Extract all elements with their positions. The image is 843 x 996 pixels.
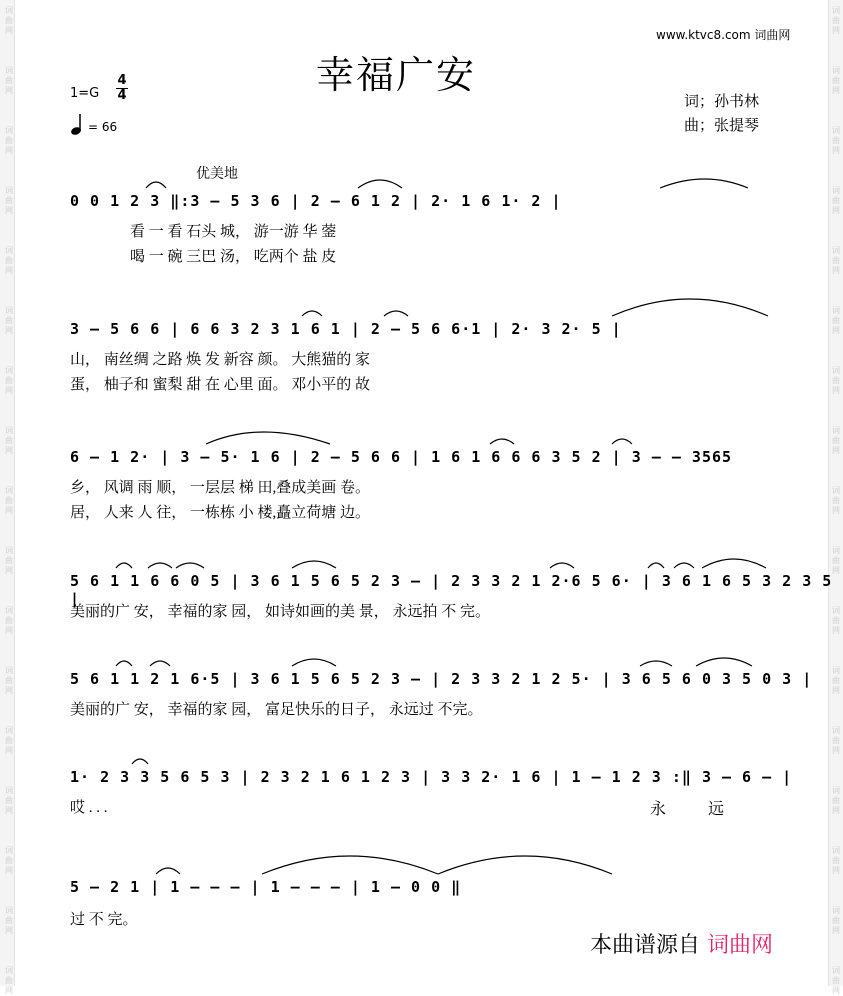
slur-arc [648,563,664,568]
watermark-glyph: 词 曲 网 [5,246,13,275]
slur-arc [358,180,402,188]
watermark-glyph: 词 曲 网 [5,6,13,35]
watermark-glyph: 词 曲 网 [832,246,840,275]
slur-arc [612,299,768,316]
watermark-glyph: 词 曲 网 [832,66,840,95]
watermark-glyph: 词 曲 网 [832,426,840,455]
slur-arc [438,856,612,874]
lyric-row-3-verse-1: 乡， 风调 雨 顺， 一层层 梯 田,叠成美画 卷。 [70,480,371,496]
lyric-row-1-verse-2: 喝 一 碗 三巴 汤， 吃两个 盐 皮 [130,249,337,265]
lyric-row-6: 哎 . . . [70,800,108,816]
lyric-tail-word-1: 永 [650,799,667,818]
site-name[interactable]: 词曲网 [754,28,791,42]
lyric-row-3-verse-2: 居， 人来 人 往， 一栋栋 小 楼,矗立荷塘 边。 [70,505,371,521]
slur-arc [490,439,514,444]
lyric-row-4: 美丽的广 安， 幸福的家 园， 如诗如画的美 景， 永远拍 不 完。 [70,604,491,620]
source-site-link[interactable]: 词曲网 [707,933,774,958]
watermark-glyph: 词 曲 网 [5,906,13,935]
slur-arc [292,659,336,666]
watermark-glyph: 词 曲 网 [5,66,13,95]
site-url[interactable]: www.ktvc8.com [656,28,751,42]
slur-arc [612,439,632,444]
watermark-glyph: 词 曲 网 [832,366,840,395]
slur-arc [146,182,166,188]
slur-arc [132,759,148,764]
slur-arc [550,563,574,568]
watermark-glyph: 词 曲 网 [5,426,13,455]
notation-row-4: 5 6 1 1 6 6 0 5 | 3 6 1 5 6 5 2 3 – | 2 3 3 2 1 2·6 5 6· | 3 6 1 6 5 3 2 3 5 | [70,572,833,608]
slur-arc [640,661,672,666]
lyric-row-2-verse-1: 山， 南丝绸 之路 焕 发 新容 颜。 大熊猫的 家 [70,352,371,368]
watermark-glyph: 词 曲 网 [5,606,13,635]
notation-row-1: 0 0 1 2 3 ‖:3 – 5 3 6 | 2 – 6 1 2 | 2· 1 6 1· 2 | [70,192,562,210]
watermark-glyph: 词 曲 网 [832,726,840,755]
watermark-glyph: 词 曲 网 [832,546,840,575]
notation-row-3: 6 – 1 2· | 3 – 5· 1 6 | 2 – 5 6 6 | 1 6 1 6 6 6 3 5 2 | 3 – – 3565 [70,448,733,466]
slur-arc [156,868,180,874]
lyric-row-5: 美丽的广 安， 幸福的家 园， 富足快乐的日子， 永远过 不完。 [70,702,483,718]
notation-row-2: 3 – 5 6 6 | 6 6 3 2 3 1 6 1 | 2 – 5 6 6·1 | 2· 3 2· 5 | [70,320,622,338]
watermark-glyph: 词 曲 网 [832,966,840,995]
time-signature-top: 4 [117,73,127,88]
slur-arc [148,563,172,568]
watermark-glyph: 词 曲 网 [832,606,840,635]
key-signature: 1=G [70,86,100,101]
source-credit [590,928,773,959]
source-prefix: 本曲谱源自 [590,933,701,958]
watermark-glyph: 词 曲 网 [5,726,13,755]
lyric-row-2-verse-2: 蛋， 柚子和 蜜梨 甜 在 心里 面。 邓小平的 故 [70,377,371,393]
watermark-glyph: 词 曲 网 [832,906,840,935]
slur-arc [116,661,132,666]
slur-arc [262,856,438,874]
lyric-tail-word-2: 远 [708,799,725,818]
watermark-glyph: 词 曲 网 [5,846,13,875]
watermark-glyph: 词 曲 网 [5,126,13,155]
composer-credit: 曲；张提琴 [684,116,760,134]
slur-arc [696,658,752,666]
watermark-glyph: 词 曲 网 [832,666,840,695]
watermark-glyph: 词 曲 网 [832,186,840,215]
lyric-row-1-verse-1: 看 一 看 石头 城， 游一游 华 蓥 [130,224,337,240]
song-title: 幸福广安 [316,53,477,97]
slur-arc [150,661,170,666]
watermark-glyph: 词 曲 网 [832,126,840,155]
notation-row-5: 5 6 1 1 2 1 6·5 | 3 6 1 5 6 5 2 3 – | 2 3 3 2 1 2 5· | 3 6 5 6 0 3 5 0 3 | [70,670,813,688]
slur-arc [292,561,336,568]
expression-marking: 优美地 [196,166,238,182]
watermark-glyph: 词 曲 网 [5,546,13,575]
watermark-glyph: 词 曲 网 [5,486,13,515]
slur-arc [176,563,204,568]
slur-arc [206,432,330,444]
slur-arc [702,559,766,568]
tempo-value: = 66 [88,120,118,134]
watermark-glyph: 词 曲 网 [832,6,840,35]
watermark-glyph: 词 曲 网 [832,306,840,335]
slur-arc [384,311,408,316]
slur-arc [116,563,132,568]
slur-arc [660,179,748,188]
watermark-glyph: 词 曲 网 [832,846,840,875]
notation-row-7: 5 – 2 1 | 1 – – – | 1 – – – | 1 – 0 0 ‖ [70,878,462,896]
lyric-row-7: 过 不 完。 [70,912,138,928]
watermark-glyph: 词 曲 网 [5,666,13,695]
slur-arc [302,311,322,316]
watermark-glyph: 词 曲 网 [832,786,840,815]
time-signature-bottom: 4 [117,88,127,103]
watermark-glyph: 词 曲 网 [5,966,13,995]
watermark-glyph: 词 曲 网 [5,306,13,335]
watermark-glyph: 词 曲 网 [5,786,13,815]
lyricist-credit: 词；孙书林 [684,92,760,110]
watermark-glyph: 词 曲 网 [832,486,840,515]
watermark-glyph: 词 曲 网 [5,186,13,215]
notation-row-6: 1· 2 3 3 5 6 5 3 | 2 3 2 1 6 1 2 3 | 3 3 2· 1 6 | 1 – 1 2 3 :‖ 3 – 6 – | [70,768,793,786]
watermark-glyph: 词 曲 网 [5,366,13,395]
slur-arc [674,563,694,568]
